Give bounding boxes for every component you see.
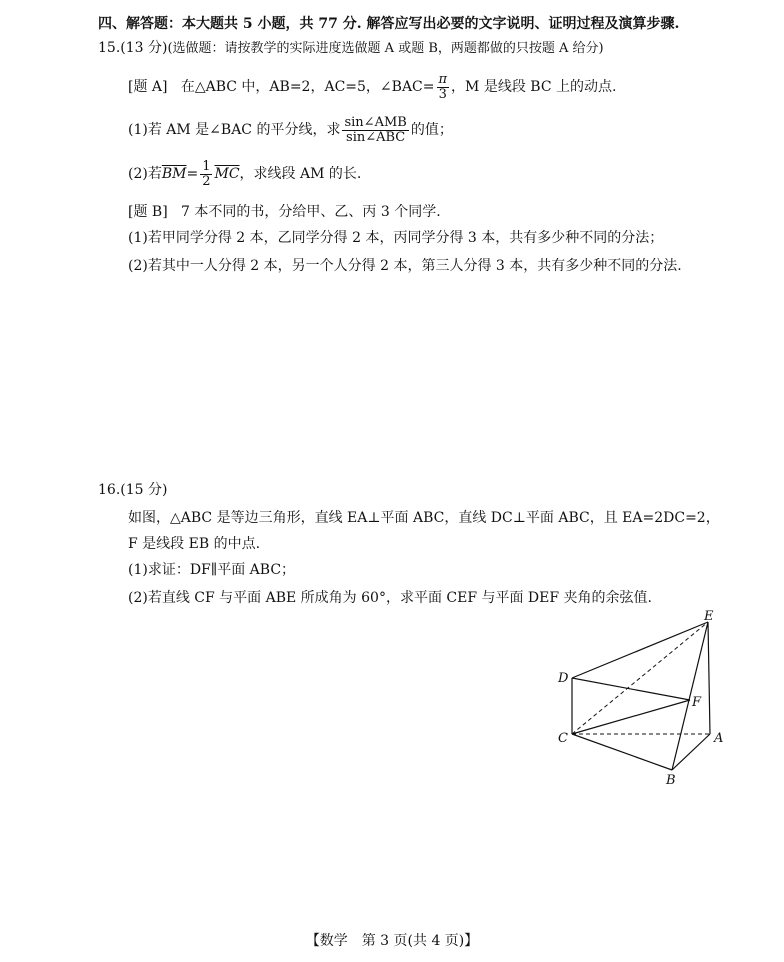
edge-cf (572, 700, 690, 734)
edge-ea (708, 622, 710, 734)
q16-number: 16. (98, 482, 121, 498)
sine-ratio-fraction: $\frac{\text{sin∠AMB}}{\text{sin∠ABC}}$ (344, 114, 407, 145)
q15-b-part1: (1)若甲同学分得 2 本，乙同学分得 2 本，丙同学分得 3 本，共有多少种不同的分法； (128, 230, 664, 246)
vertex-label-e: E (704, 609, 714, 624)
edge-eb (672, 622, 708, 770)
geometry-figure (550, 608, 740, 788)
q16-text-1: 如图，△ABC 是等边三角形，直线 EA⊥平面 ABC，直线 DC⊥平面 ABC，且 EA=2DC=2， (128, 510, 720, 526)
vertex-label-a: A (714, 731, 724, 746)
q15-note: (选做题：请按教学的实际进度选做题 A 或题 B，两题都做的只按题 A 给分) (167, 41, 604, 56)
vector-mc: $\overline{MC}$ (214, 166, 240, 182)
q15-header (98, 38, 604, 59)
q15-b-tag: [题 B] (128, 204, 168, 220)
q15-a-text-2: ，M 是线段 BC 上的动点. (451, 79, 617, 95)
edge-cb (572, 734, 672, 770)
q16-part1: (1)求证：DF∥平面 ABC； (128, 562, 296, 578)
q15-number: 15. (98, 40, 121, 56)
q15-b-part2: (2)若其中一人分得 2 本，另一个人分得 2 本，第三人分得 3 本，共有多少种不同的分法. (128, 258, 682, 274)
q15-a-tag: [题 A] (128, 79, 168, 95)
q16-points: (15 分) (120, 482, 168, 498)
vertex-label-f: F (692, 695, 702, 710)
vertex-label-c: C (558, 731, 568, 746)
q15-a-part1: (1)若 AM 是∠BAC 的平分线，求 $\frac{\text{sin∠AMB}}{\text{sin∠ABC}}$ 的值； (128, 114, 453, 145)
vector-bm: $\overline{BM}$ (161, 166, 187, 182)
pi-over-3-fraction: $\frac{\pi}{3}$ (438, 71, 448, 102)
vertex-label-d: D (558, 671, 569, 686)
section-header: 四、解答题：本大题共 5 小题，共 77 分. 解答应写出必要的文字说明、证明过程及演算步骤. (98, 16, 680, 32)
vertex-label-b: B (666, 773, 676, 788)
q15-a-stem (128, 72, 616, 102)
edge-ce-dashed (572, 622, 708, 734)
q16-header (98, 480, 167, 500)
q16-part2: (2)若直线 CF 与平面 ABE 所成角为 60°，求平面 CEF 与平面 DEF 夹角的余弦值. (128, 590, 652, 606)
q15-b-stem: [题 B] 7 本不同的书，分给甲、乙、丙 3 个同学. (128, 204, 441, 220)
edge-de (572, 622, 708, 678)
q16-text-2: F 是线段 EB 的中点. (128, 536, 261, 552)
edge-ba (672, 734, 710, 770)
one-half-fraction: $\frac{1}{2}$ (202, 158, 211, 189)
q15-points: (13 分) (120, 40, 168, 56)
q15-a-part2: (2)若$\overline{BM}=$ $\frac{1}{2}$ $\overline{MC}$，求线段 AM 的长. (128, 158, 362, 189)
edge-df (572, 678, 690, 700)
page-footer: 【数学 第 3 页(共 4 页)】 (305, 933, 479, 949)
q15-a-text-1: 在△ABC 中，AB=2，AC=5，∠BAC= (180, 79, 435, 95)
